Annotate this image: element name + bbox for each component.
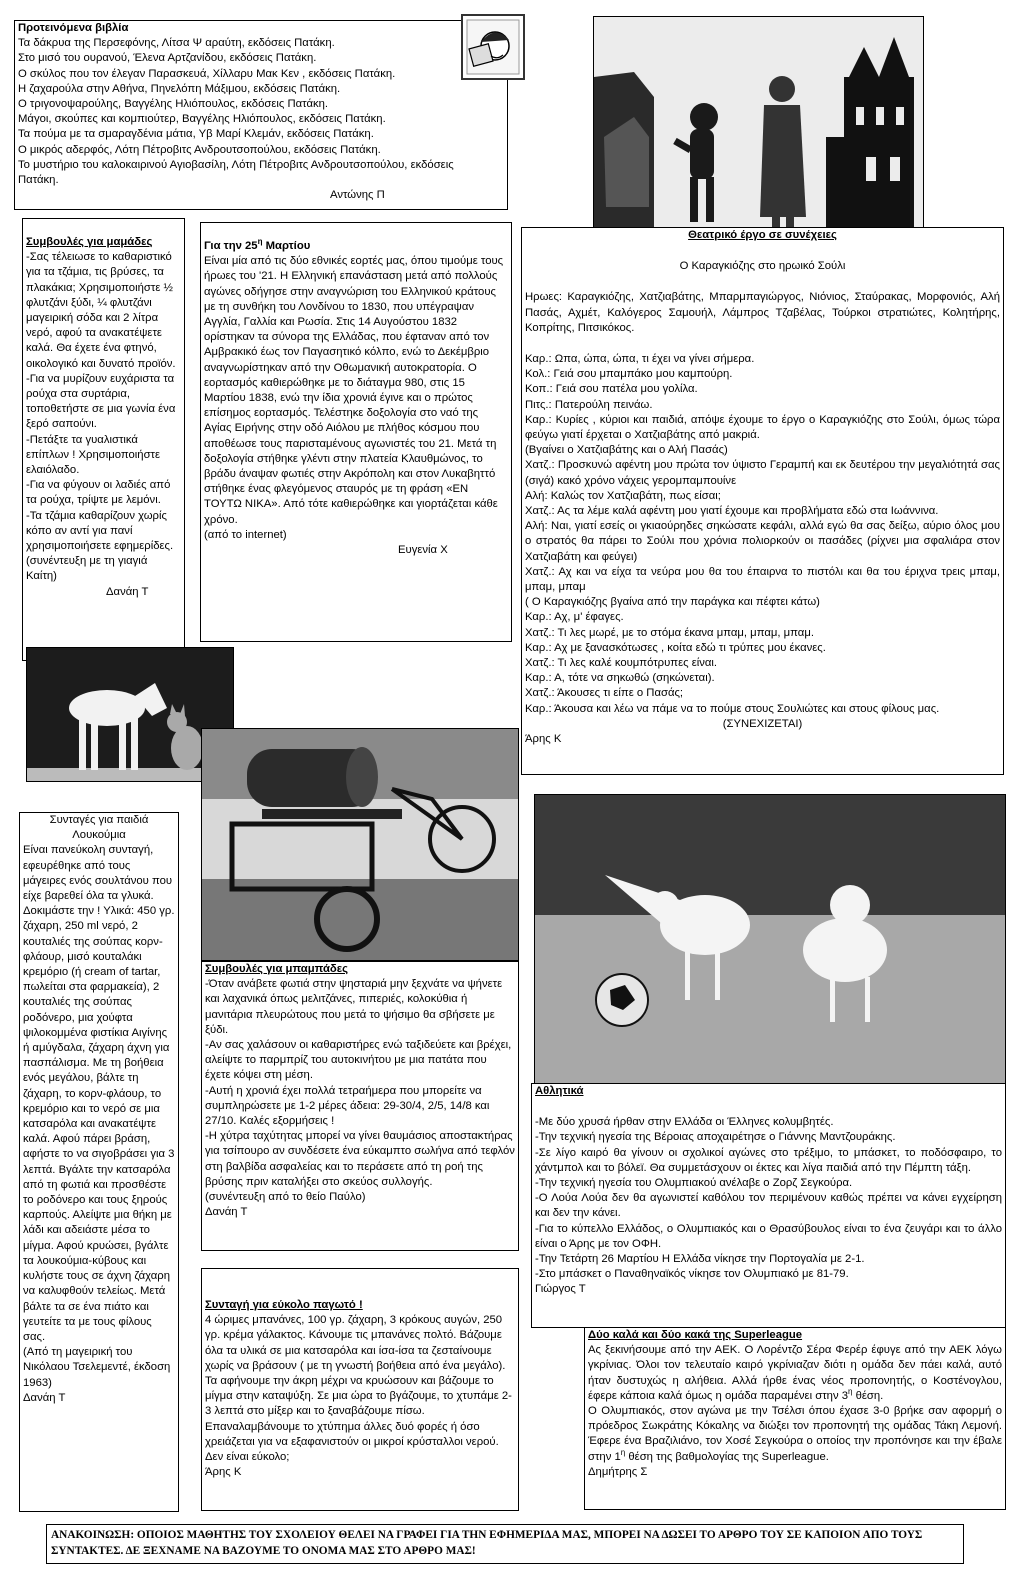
shadow-theatre-photo — [593, 16, 924, 230]
kids-recipe-source: (Από τη μαγειρική του Νικόλαου Τσελεμεντέ, έκδοση 1963) — [23, 1346, 171, 1389]
dads-tip: -Όταν ανάβετε φωτιά στην ψησταριά μην ξεχνάτε να ψήνετε και λαχανικά όπως μελιτζάνες, πιπεριές, κολοκύθια ή μανιτάρια πλευρώτους που μετά το ψήσιμο θα σβήσετε με ξύδι. — [205, 978, 503, 1036]
dialogue-line: Χατζ.: Προσκυνώ αφέντη μου πρώτα τον ύψιστο Γεραμπή και εκ δευτέρου την μεγαλιότητά σας (σιγά) κακό χρόνο νάχεις γερομπαμπουίνε — [525, 459, 1000, 487]
icecream-recipe-box — [201, 1268, 519, 1511]
dialogue-line: Καρ.: Α, τότε να σηκωθώ (σηκώνεται). — [525, 672, 715, 685]
chickens-football-photo — [534, 794, 1006, 1086]
sports-item: -Την τεχνική ηγεσία του Ολυμπιακού ανέλαβε ο Ζορζ Σεγκούρα. — [535, 1177, 853, 1190]
dialogue-line: Κολ.: Γειά σου μπαμπάκο μου καμπούρη. — [525, 368, 733, 381]
dialogue-line: Καρ.: Άκουσα και λέω να πάμε να το πούμε στους Σουλιώτες και στους φίλους μας. — [525, 702, 940, 715]
dialogue-line: Αλή: Καλώς τον Χατζιαβάτη, πως είσαι; — [525, 489, 721, 502]
kids-recipe-name: Λουκούμια — [72, 829, 126, 842]
karagiozis-play-box — [521, 227, 1004, 775]
sports-title: Αθλητικά — [535, 1085, 584, 1097]
moms-author: Δανάη Τ — [106, 585, 149, 598]
sports-item: -Την Τετάρτη 26 Μαρτίου Η Ελλάδα νίκησε την Πορτογαλία με 2-1. — [535, 1253, 865, 1266]
superleague-box — [584, 1327, 1006, 1510]
play-author: Άρης Κ — [525, 733, 562, 746]
icecream-body: 4 ώριμες μπανάνες, 100 γρ. ζάχαρη, 3 κρόκους αυγών, 250 γρ. κρέμα γάλακτος. Κάνουμε τις μπανάνες πολτό. Βάζουμε όλα τα υλικά σε μια κατσαρόλα και ίσα-ίσα τα ζεσταίνουμε χωρίς να βράσουν ( με τη γνωστή βοήθεια από ένα μεγάλο). Τα αφήνουμε την άκρη μέχρι να κρυώσουν και βάζουμε το μίγμα στην καταψύξη. Σε μια ώρα το βγάζουμε, το χτυπάμε 2-3 λεπτά στο μίξερ και το ξαναβάζουμε πίσω. Επαναλαμβάνουμε το χτύπημα άλλες δυό φορές ή όσο χρειάζεται για να εξαφανιστούν οι μικροί κρύσταλλοι νερού. — [205, 1314, 512, 1448]
icecream-author: Άρης Κ — [205, 1466, 242, 1479]
books-list — [18, 36, 504, 188]
book-item: Ο μικρός αδερφός, Λότη Πέτροβιτς Ανδρουτσοπούλου, εκδόσεις Πατάκη. — [18, 143, 381, 156]
moms-tip: -Σας τέλειωσε το καθαριστικό για τα τζάμια, τις βρύσες, τα πλακάκια; Χρησιμοποιήστε ½ φλυτζάνι ξύδι, ¼ φλυτζάνι μαγειρική σόδα και 2 λίτρα νερό, αφού τα ανακατέψετε καλά. Θα έχετε ένα φτηνό, οικολογικό και δυνατό προϊόν. — [26, 251, 176, 370]
play-title: Θεατρικό έργο σε συνέχειες — [688, 229, 837, 241]
play-dialogue — [525, 352, 1000, 717]
superleague-p2: Ο Ολυμπιακός, στον αγώνα με την Τσέλσι όπου έχασε 3-0 βρήκε σαν αφορμή ο πρόεδρος Σωκράτης Κόκαλης να διώξει τον προπονητή της ομάδας Τάκη Λεμονή. Έφερε ένα Βραζιλιάνο, τον Χοσέ Σεγκούρα ο οποίος την προπόνησε και την έβαλε στην $1^\eta$ θέση της βαθμολογίας της Superleague. — [588, 1405, 1002, 1463]
dialogue-line: Καρ.: Αχ, μ' έφαγες. — [525, 611, 624, 624]
books-author: Αντώνης Π — [330, 189, 385, 202]
sports-item: -Την τεχνική ηγεσία της Βέροιας αποχαιρέτησε ο Γιάννης Μαντζουράκης. — [535, 1131, 896, 1144]
book-item: Το μυστήριο του καλοκαιρινού Αγιοβασίλη, Λότη Πέτροβιτς Ανδρουτσοπούλου, εκδόσεις Πατάκη. — [18, 158, 454, 187]
sports-author: Γιώργος Τ — [535, 1283, 586, 1296]
moms-source: (συνέντευξη με τη γιαγιά Καίτη) — [26, 555, 148, 583]
dialogue-line: Καρ.: Αχ με ξανασκότωσες , κοίτα εδώ τι τρύπες μου έκανες. — [525, 641, 826, 654]
books-box — [14, 20, 508, 210]
moms-tip: -Για να φύγουν οι λαδιές από τα ρούχα, τρίψτε με λεμόνι. — [26, 479, 171, 507]
dialogue-line: (Βγαίνει ο Χατζιαβάτης και ο Αλή Πασάς) — [525, 444, 728, 457]
dialogue-line: Χατζ.: Άκουσες τι είπε ο Πασάς; — [525, 687, 684, 700]
kids-recipe-box — [19, 812, 179, 1512]
dads-tip: -Αυτή η χρονιά έχει πολλά τετραήμερα που μπορείτε να συμπληρώσετε με 1-2 μέρες άδεια: 29-30/4, 2/5, 14/8 και 27/10. Καλές εξορμήσεις ! — [205, 1084, 490, 1128]
dialogue-line: Κοπ.: Γειά σου πατέλα μου γολίλα. — [525, 383, 698, 396]
dialogue-line: Καρ.: Ωπα, ώπα, ώπα, τι έχει να γίνει σήμερα. — [525, 353, 755, 366]
book-item: Τα πούμα με τα σμαραγδένια μάτια, Υβ Μαρί Κλεμάν, εκδόσεις Πατάκη. — [18, 128, 374, 141]
dialogue-line: Καρ.: Κυρίες , κύριοι και παιδιά, απόψε έχουμε το έργο ο Καραγκιόζης στο Σούλι, όμως τώρα φεύγω γιατί έρχεται ο Χατζιαβάτης από μακριά. — [525, 413, 1000, 442]
play-heroes: Ηρωες: Καραγκιόζης, Χατζιαβάτης, Μπαρμπαγιώργος, Νιόνιος, Σταύρακας, Μορφονιός, Αλή Πασάς, Αχμέτ, Καλόγερος Σαμουήλ, Λάμπρος Τζαβέλας, Τούρκοι στρατιώτες, Κολητήρης, Κοπρίτης, Πιτσικόκος. — [525, 291, 1000, 334]
sports-item: -Για το κύπελλο Ελλάδος, ο Ολυμπιακός και ο Θρασύβουλος είναι το ένα ζευγάρι και το άλλο είναι ο Άρης με τον ΟΦΗ. — [535, 1222, 1002, 1250]
book-item: Μάγοι, σκούπες και κομπιούτερ, Βαγγέλης Ηλιόπουλος, εκδόσεις Πατάκη. — [18, 113, 386, 126]
dads-tips-box — [201, 961, 519, 1251]
march-body: Είναι μία από τις δύο εθνικές εορτές μας, όπου τιμούμε τους ήρωες του '21. Η Ελληνική επανάσταση μετά από πολλούς αγώνες οδήγησε στην αναγνώριση του Ελληνικού κράτους με τη συνθήκη του Λονδίνου το 1830, που υπέγραψαν Αγγλία, Γαλλία και Ρωσία. Στις 14 Αυγούστου 1832 ορίστηκαν τα σύνορα της Ελλάδας, που έφταναν από τον Αμβρακικό έως τον Παγασητικό κόλπο, ενώ το Δεκέμβριο αναγνωρίστηκαν από την Οθωμανική αυτοκρατορία. Ο εορτασμός καθιερώθηκε με το διάταγμα 980, στις 15 Μαρτίου 1838, ενώ την ίδια χρονιά έγινε και ο πρώτος επίσημος εορτασμός. Τελέστηκε δοξολογία στο ναό της Αγίας Ειρήνης στην οδό Αιόλου με πλήθος κόσμου που αποθέωσε τους παρισταμένους αγωνιστές του 21. Μετά τη δοξολογία στήθηκε γλέντι στην πλατεία Κλαυθμώνος, το βράδυ άναψαν φωτιές στην Ακρόπολη και στον Λυκαβηττό στήθηκε ένας φλεγόμενος σταυρός με τη φράση «ΕΝ ΤΟΥΤΩ ΝΙΚΑ». Από τότε καθιερώθηκε και γιορτάζεται κάθε χρόνο. — [204, 255, 504, 526]
dialogue-line: Χατζ.: Τι λες καλέ κουμπότρυπες είναι. — [525, 657, 718, 670]
sports-item: -Στο μπάσκετ ο Παναθηναϊκός νίκησε τον Ολυμπιακό με 81-79. — [535, 1268, 849, 1281]
dialogue-line: ( Ο Καραγκιόζης βγαίνα από την παράγκα και πέφτει κάτω) — [525, 596, 820, 609]
superleague-p1: Ας ξεκινήσουμε από την ΑΕΚ. Ο Λορέντζο Σέρα Φερέρ έφυγε από την ΑΕΚ λόγω γκρίνιας. Όλοι τον τελευταίο καιρό γκρίνιαζαν διότι η ομάδα δεν πάει καλά, αυτό ήταν δυστυχώς η αλήθεια. Αλλά ήρθε ένας νέος προπονητής, ο Κοστένογλου, έφερε κάποια καλά όμως η ομάδα παραμένει στην $3^\eta$ θέση. — [588, 1344, 1002, 1402]
books-title: Προτεινόμενα βιβλία — [18, 22, 129, 34]
dialogue-line: Χατζ.: Αχ και να είχα τα νεύρα μου θα του έπαιρνα το πιστόλι και θα του έριχνα τρεις μπαμ, μπαμ, μπαμ — [525, 565, 1000, 594]
dads-author: Δανάη Τ — [205, 1206, 248, 1219]
kids-recipe-author: Δανάη Τ — [23, 1391, 66, 1404]
sports-item: -Με δύο χρυσά ήρθαν στην Ελλάδα οι Έλληνες κολυμβητές. — [535, 1116, 834, 1129]
moms-tip: -Τα τζάμια καθαρίζουν χωρίς κόπο αν αντί για πανί χρησιμοποιήσετε εφημερίδες. — [26, 509, 174, 553]
moms-title: Συμβουλές για μαμάδες — [26, 236, 153, 248]
book-item: Τα δάκρυα της Περσεφόνης, Λίτσα Ψ αραύτη, εκδόσεις Πατάκη. — [18, 37, 335, 50]
march-author: Ευγενία Χ — [398, 544, 448, 557]
sports-box — [531, 1083, 1006, 1328]
reading-boy-clipart — [461, 14, 525, 80]
book-item: Ο τριγονοψαρούλης, Βαγγέλης Ηλιόπουλος, εκδόσεις Πατάκη. — [18, 98, 329, 111]
dialogue-line: Πιτς.: Πατερούλη πεινάω. — [525, 398, 653, 411]
moms-tip: -Πετάξτε τα γυαλιστικά επίπλων ! Χρησιμοποιήστε ελαιόλαδο. — [26, 433, 161, 477]
march-25-box — [200, 222, 512, 642]
kids-recipe-title: Συνταγές για παιδιά — [49, 814, 149, 826]
march-title: Για την $25^\eta$ Μαρτίου — [204, 237, 311, 252]
dialogue-line: Χατζ.: Ας τα λέμε καλά αφέντη μου γιατί έχουμε και προβλήματα εδώ στα Ιωάννινα. — [525, 505, 939, 518]
superleague-title: Δύο καλά και δύο κακά της Superleague — [588, 1329, 803, 1341]
sports-list — [535, 1115, 1002, 1282]
play-continued: (ΣΥΝΕΧΙΖΕΤΑΙ) — [722, 717, 803, 730]
book-item: Η ζαχαρούλα στην Αθήνα, Πηνελόπη Μάξιμου, εκδόσεις Πατάκη. — [18, 82, 341, 95]
moms-tips-box — [22, 218, 185, 661]
sports-item: -Ο Λούα Λούα δεν θα αγωνιστεί καθόλου τον περιμένουν καθώς πρέπει να κάνει εγχείρηση και δεν την κάνει. — [535, 1192, 1002, 1220]
icecream-end: Δεν είναι εύκολο; — [205, 1451, 290, 1464]
dialogue-line: Χατζ.: Τι λες μωρέ, με το στόμα έκανα μπαμ, μπαμ, μπαμ. — [525, 626, 814, 639]
superleague-author: Δημήτρης Σ — [588, 1465, 648, 1478]
icecream-title: Συνταγή για εύκολο παγωτό ! — [205, 1299, 363, 1311]
dialogue-line: Αλή: Ναι, γιατί εσείς οι γκιαούρηδες σηκώσατε κεφάλι, αλλά εγώ θα σας δείξω, αύριο όλος μου ο στρατός θα πάρει το Σούλι που χρόνια πολιορκούν οι πασάδες (ρίχνει μια σφαλιάρα στον Χατζιαβάτη και φεύγει) — [525, 520, 1000, 563]
dads-tip: -Αν σας χαλάσουν οι καθαριστήρες ενώ ταξιδεύετε και βρέχει, αλείψτε το παρμπρίζ του αυτοκινήτου με μια πατάτα που έχετε κόψει στη μέση. — [205, 1039, 512, 1082]
play-subtitle: Ο Καραγκιόζης στο ηρωικό Σούλι — [679, 260, 846, 273]
book-item: Στο μισό του ουρανού, Έλενα Αρτζανίδου, εκδόσεις Πατάκη. — [18, 52, 317, 65]
sports-item: -Σε λίγο καιρό θα γίνουν οι σχολικοί αγώνες στο τρέξιμο, το μπάσκετ, το ποδόσφαιρο, το χάντμπολ και το βόλεϊ. Θα συμμετάσχουν οι έκτες και λίγα παιδιά από την Πέμπτη τάξη. — [535, 1146, 1002, 1174]
book-item: Ο σκύλος που τον έλεγαν Παρασκευά, Χίλλαρυ Μακ Κεν , εκδόσεις Πατάκη. — [18, 67, 396, 80]
dads-tip: -Η χύτρα ταχύτητας μπορεί να γίνει θαυμάσιος αποστακτήρας για τσίπουρο αν συνδέσετε ένα εύκαμπτο σωλήνα από τεφλόν στη βαλβίδα ασφαλείας και το περάσετε από τη ροή της βρύσης πριν καταλήξει στο σκεύος συλλογής. — [205, 1130, 515, 1188]
kids-recipe-body: Είναι πανεύκολη συνταγή, εφευρέθηκε από τους μάγειρες ενός σουλτάνου που είχε βαρεθεί όλα τα γλυκά. Δοκιμάστε την ! Υλικά: 450 γρ. ζάχαρη, 250 ml νερό, 2 κουταλιές της σούπας κορν-φλάουρ, μισό κουταλάκι κρεμόριο (ή cream of tartar, πωλείται στα φαρμακεία), 2 κουταλιές της σούπας ροδόνερο, μια χούφτα ψιλοκομμένα φιστίκια Αιγίνης ή αμύγδαλα, ζάχαρη άχνη για πασπάλισμα. Με τη βοήθεια ενός μεγάλου, βάλτε τη ζάχαρη, το κορν-φλάουρ, το κρεμόριο και το νερό σε μια κατσαρόλα και ανακατέψτε καλά. Αφού πάρει βράση, αφήστε το να σιγοβράσει για 3 λεπτά. Βγάλτε την κατσαρόλα από τη φωτιά και προσθέστε το ροδόνερο και τους ξηρούς καρπούς. Αλείψτε μια θήκη με λάδι και αδειάστε μέσα το μίγμα. Αφού κρυώσει, βγάλτε τα λουκούμια-κύβους και κυλήστε τους σε άχνη ζάχαρη να καλυφθούν τελείως. Μετά βάλτε τα σε ένα πιάτο και γευτείτε τα με τους φίλους σας. — [23, 844, 175, 1343]
dads-title: Συμβουλές για μπαμπάδες — [205, 963, 349, 975]
barbecue-bike-photo — [201, 728, 519, 961]
notice-text: ΑΝΑΚΟΙΝΩΣΗ: ΟΠΟΙΟΣ ΜΑΘΗΤΗΣ ΤΟΥ ΣΧΟΛΕΙΟΥ ΘΕΛΕΙ ΝΑ ΓΡΑΦΕΙ ΓΙΑ ΤΗΝ ΕΦΗΜΕΡΙΔΑ ΜΑΣ, ΜΠΟΡΕΙ ΝΑ ΔΩΣΕΙ ΤΟ ΑΡΘΡΟ ΤΟΥ ΣΕ ΚΑΠΟΙΟΝ ΑΠΟ ΤΟΥΣ ΣΥΝΤΑΚΤΕΣ. ΔΕ ΞΕΧΝΑΜΕ ΝΑ ΒΑΖΟΥΜΕ ΤΟ ΟΝΟΜΑ ΜΑΣ ΣΤΟ ΑΡΘΡΟ ΜΑΣ! — [51, 1529, 923, 1557]
moms-tip: -Για να μυρίζουν ευχάριστα τα ρούχα στα συρτάρια, τοποθετήστε σε μια γωνία ένα ξερό σαπούνι. — [26, 372, 176, 431]
march-source: (από το internet) — [204, 528, 287, 541]
notice-box — [46, 1524, 964, 1564]
dads-source: (συνέντευξη από το θείο Παύλο) — [205, 1191, 366, 1204]
